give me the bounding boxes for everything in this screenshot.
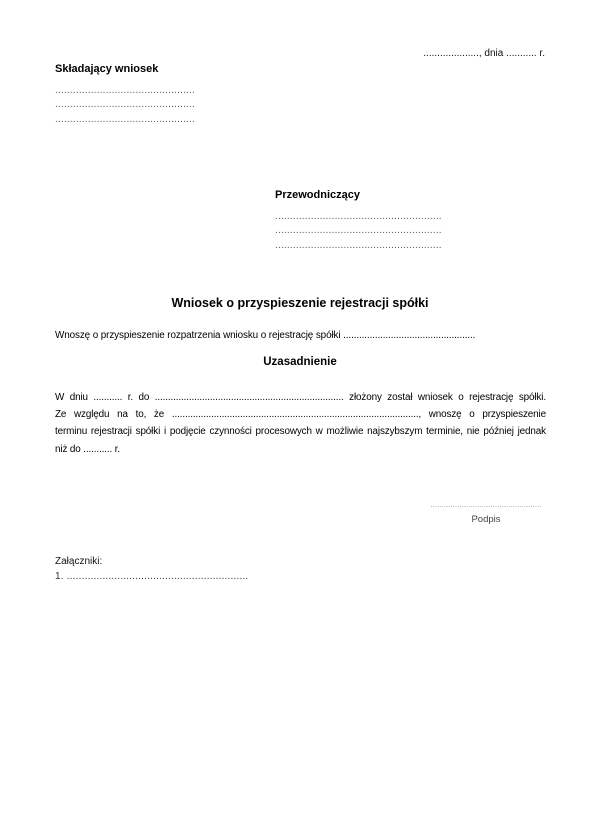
chairman-fill-line: ........................................................ [275,239,442,251]
chairman-fill-line: ........................................................ [275,225,442,237]
body-paragraph [55,389,546,458]
justification-heading: Uzasadnienie [263,356,337,368]
signature-label: Podpis [471,514,501,525]
chairman-fill-line: ........................................................ [275,211,442,222]
attachments-label: Załączniki: [55,556,103,567]
applicant-fill-lines [55,84,255,127]
applicant-section [55,63,255,127]
applicant-label: Składający wniosek [55,63,159,75]
body-line: W dniu ........... r. do ........................................................................ złożony został wniosek o rejestrację spółki. [55,392,546,403]
request-paragraph: Wnoszę o przyspieszenie rozpatrzenia wniosku o rejestrację spółki .................................................. [55,330,476,341]
chairman-label: Przewodniczący [275,189,360,201]
signature-block [427,500,545,525]
document-title: Wniosek o przyspieszenie rejestracji spółki [171,296,429,310]
signature-fill-line: .................................................. [430,500,542,509]
body-line: terminu rejestracji spółki i podjęcie czynności procesowych w możliwie najszybszym terminie, nie później jednak [55,426,546,438]
chairman-section [275,189,475,253]
attachments-section [55,555,355,582]
date-line: ...................., dnia ........... r. [423,48,545,59]
body-line: Ze względu na to, że .............................................................................................., wnoszę o przyspieszenie [55,409,546,421]
applicant-fill-line: ............................................... [55,113,195,125]
applicant-fill-line: ............................................... [55,85,195,96]
chairman-fill-lines [275,210,475,253]
attachment-item: 1. ............................................................. [55,571,249,582]
body-line: niż do ........... r. [55,443,120,455]
applicant-fill-line: ............................................... [55,99,195,111]
